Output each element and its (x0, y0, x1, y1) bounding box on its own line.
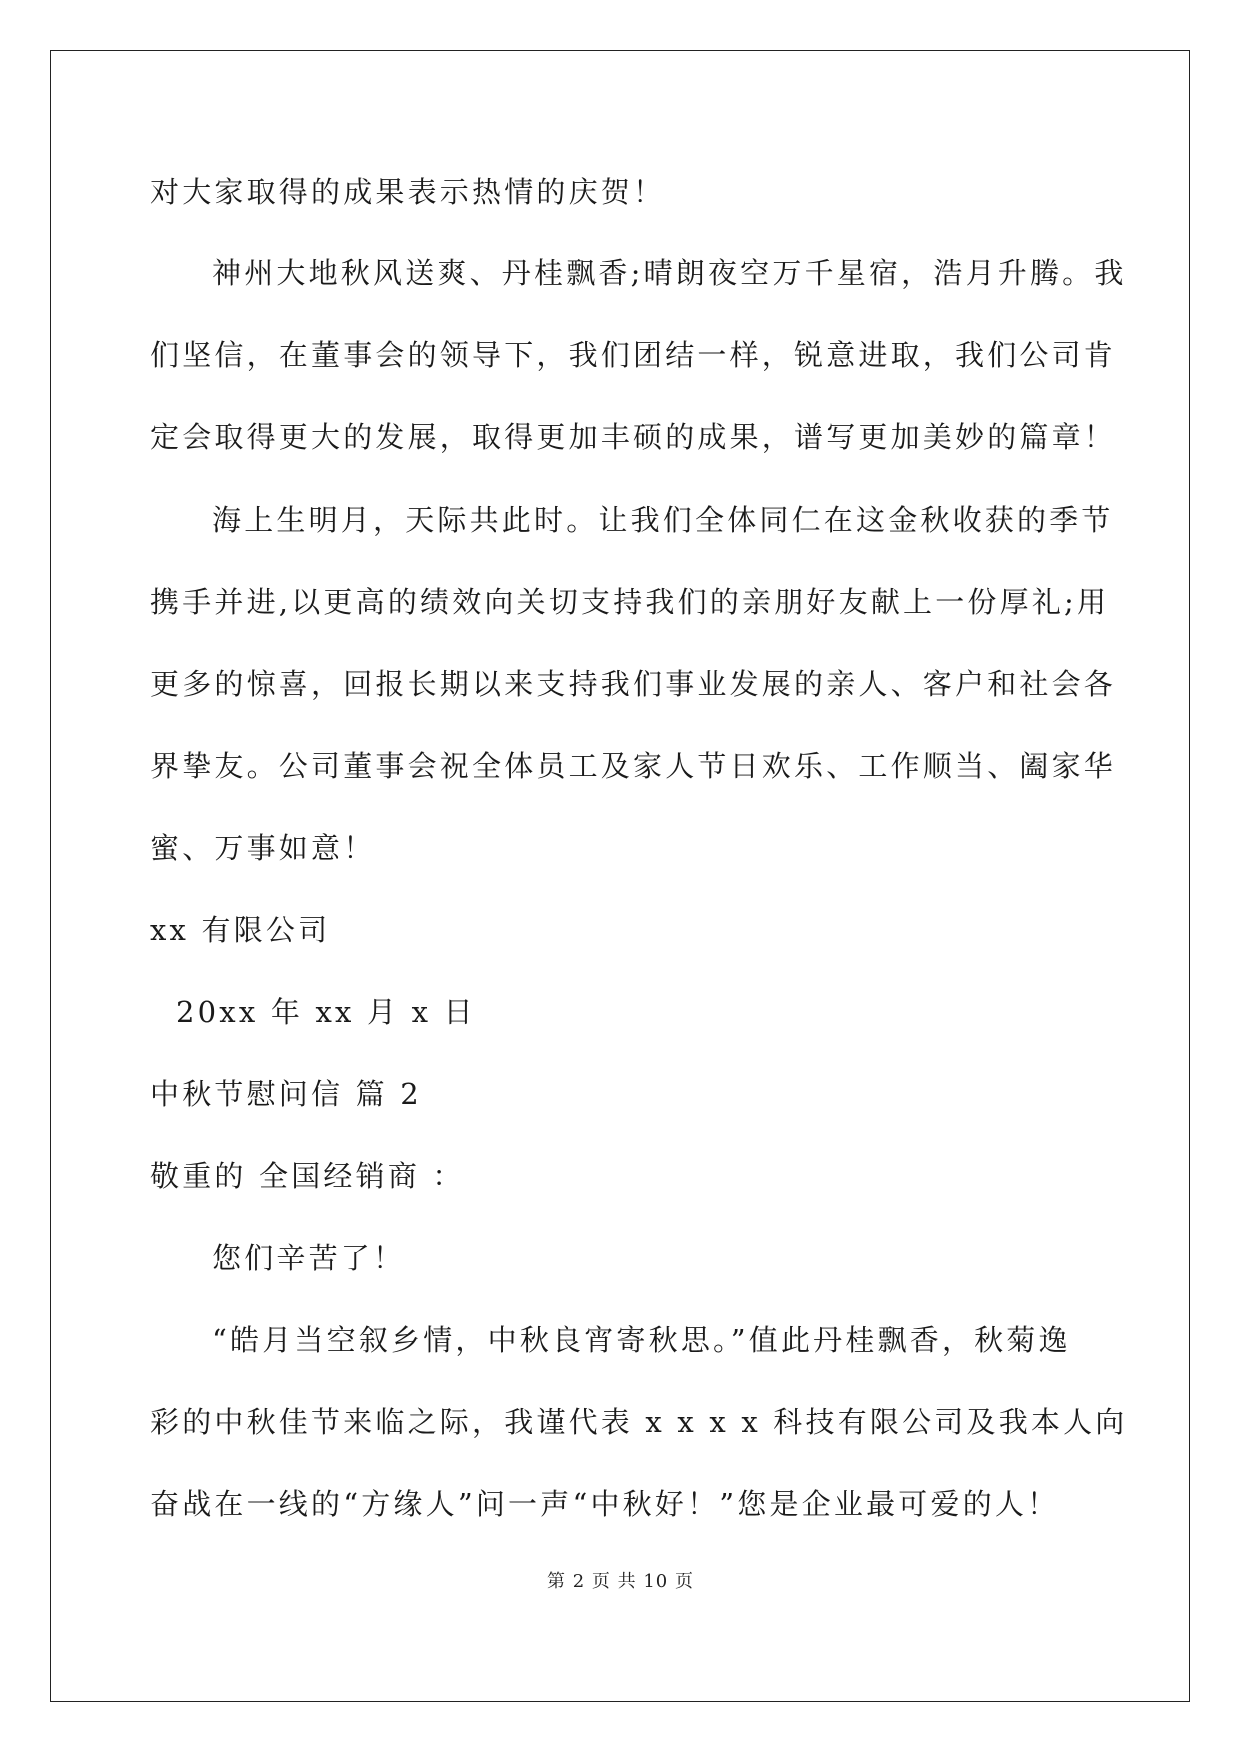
page-border (50, 50, 1190, 1702)
salutation: 敬重的 全国经销商 ： (150, 1159, 465, 1193)
text-line: 对大家取得的成果表示热情的庆贺！ (150, 175, 666, 209)
text-line: 您们辛苦了！ (212, 1241, 406, 1275)
text-line: 们坚信，在董事会的领导下，我们团结一样，锐意进取，我们公司肯 (150, 338, 1117, 372)
text-line: 彩的中秋佳节来临之际，我谨代表 x x x x 科技有限公司及我本人向 (150, 1405, 1128, 1439)
text-line: 界挚友。公司董事会祝全体员工及家人节日欢乐、工作顺当、阖家华 (150, 749, 1117, 783)
text-line: 神州大地秋风送爽、丹桂飘香;晴朗夜空万千星宿，浩月升腾。我 (212, 256, 1127, 290)
text-line: 蜜、万事如意！ (150, 831, 376, 865)
text-line: “皓月当空叙乡情，中秋良宵寄秋思。”值此丹桂飘香，秋菊逸 (212, 1323, 1071, 1357)
text-line: 更多的惊喜，回报长期以来支持我们事业发展的亲人、客户和社会各 (150, 667, 1117, 701)
company-name: xx 有限公司 (150, 913, 331, 947)
text-line: 海上生明月，天际共此时。让我们全体同仁在这金秋收获的季节 (212, 503, 1114, 537)
text-line: 奋战在一线的“方缘人”问一声“中秋好！”您是企业最可爱的人！ (150, 1487, 1060, 1521)
section-title: 中秋节慰问信 篇 2 (150, 1077, 422, 1111)
text-line: 定会取得更大的发展，取得更加丰硕的成果，谱写更加美妙的篇章！ (150, 420, 1117, 454)
page-number: 第 2 页 共 10 页 (547, 1571, 694, 1592)
date-line: 20xx 年 xx 月 x 日 (176, 995, 476, 1029)
text-line: 携手并进,以更高的绩效向关切支持我们的亲朋好友献上一份厚礼;用 (150, 585, 1110, 619)
